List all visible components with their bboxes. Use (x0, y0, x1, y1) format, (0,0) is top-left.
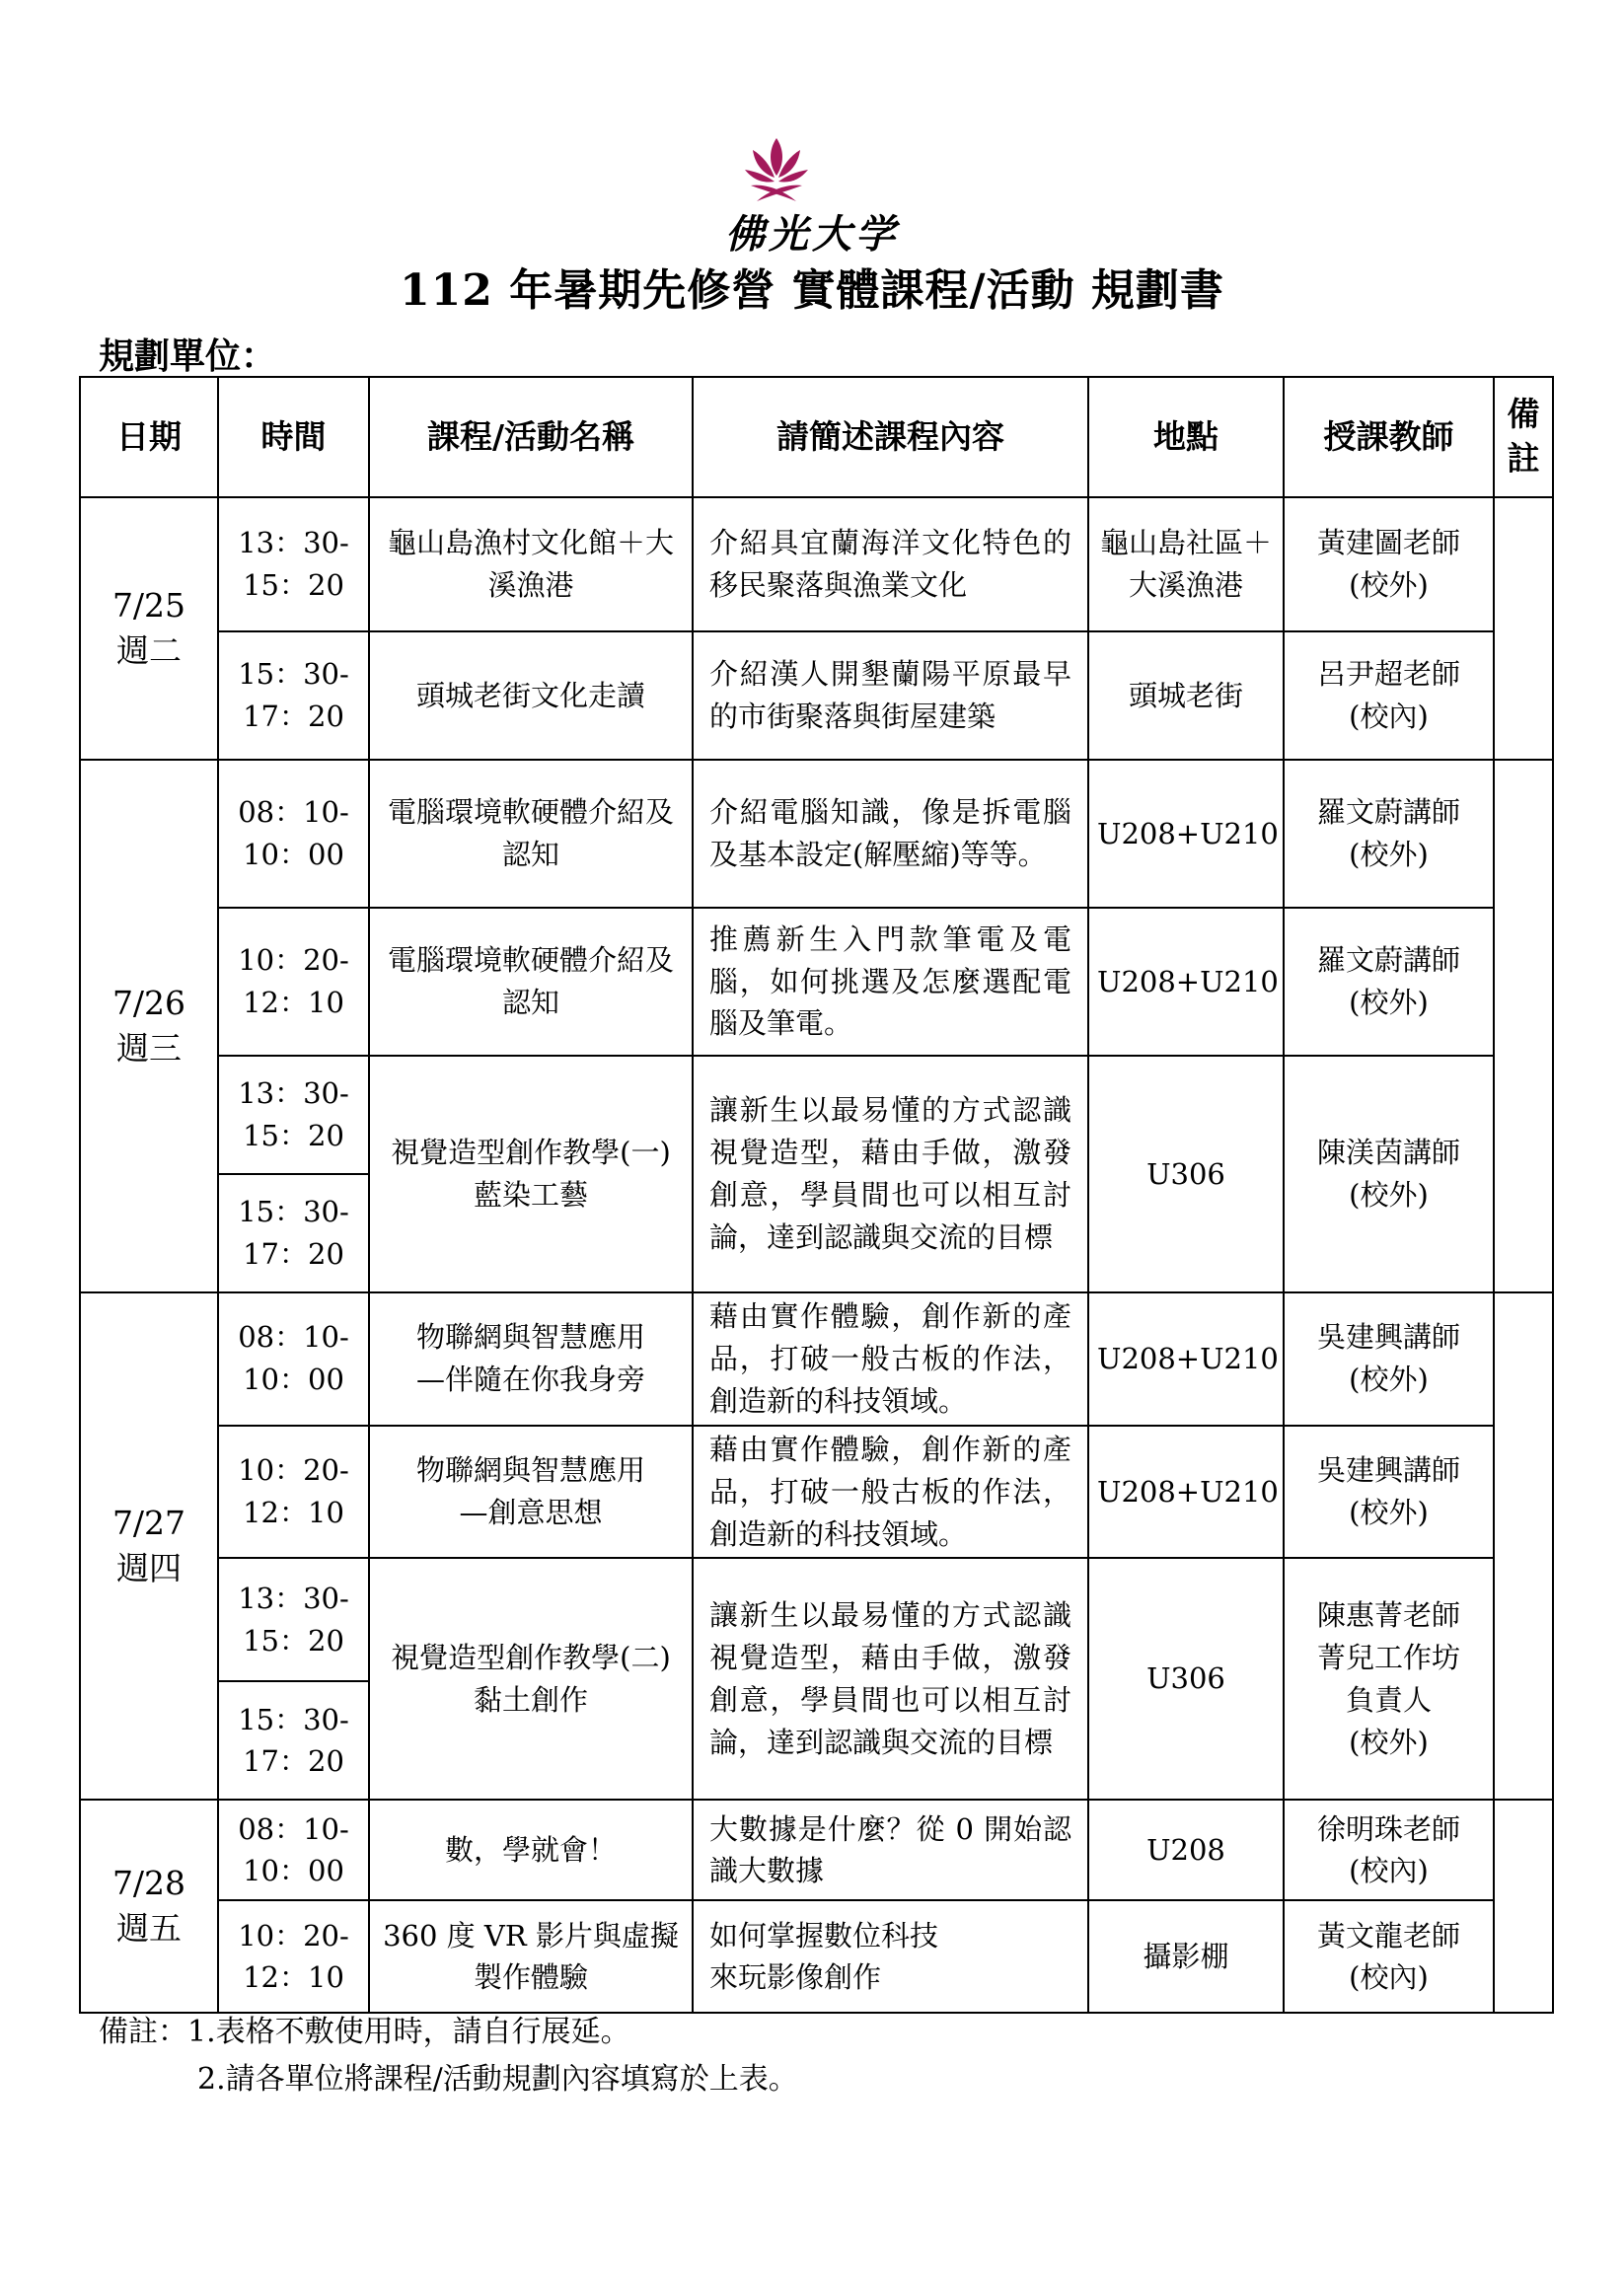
location-cell: U208+U210 (1088, 1292, 1284, 1426)
table-row (80, 1558, 1553, 1681)
teacher-cell: 黃文龍老師 (校內) (1284, 1900, 1494, 2013)
teacher-cell: 羅文蔚講師 (校外) (1284, 908, 1494, 1056)
column-header-time: 時間 (218, 377, 369, 497)
note-line: 備註：1.表格不敷使用時，請自行展延。 (99, 2015, 630, 2049)
time-cell: 13：30- 15：20 (218, 1056, 369, 1174)
time-cell: 15：30- 17：20 (218, 631, 369, 760)
column-header-teacher: 授課教師 (1284, 377, 1494, 497)
table-row (80, 1900, 1553, 2013)
time-cell: 08：10- 10：00 (218, 1800, 369, 1900)
activity-name-cell: 視覺造型創作教學(二) 黏土創作 (369, 1558, 693, 1800)
location-cell: U306 (1088, 1056, 1284, 1292)
activity-name-cell: 龜山島漁村文化館＋大溪漁港 (369, 497, 693, 631)
table-row (80, 1800, 1553, 1900)
teacher-cell: 黃建圖老師 (校外) (1284, 497, 1494, 631)
notes-section (99, 2009, 798, 2103)
content-cell: 介紹漢人開墾蘭陽平原最早的市街聚落與街屋建築 (693, 631, 1088, 760)
location-cell: U208+U210 (1088, 1426, 1284, 1559)
teacher-cell: 徐明珠老師 (校內) (1284, 1800, 1494, 1900)
content-cell: 讓新生以最易懂的方式認識視覺造型，藉由手做，激發創意，學員間也可以相互討論，達到認識與交流的目標 (693, 1056, 1088, 1292)
date-cell: 7/26 週三 (80, 760, 218, 1292)
table-row (80, 908, 1553, 1056)
remarks-cell (1494, 1292, 1553, 1800)
column-header-location: 地點 (1088, 377, 1284, 497)
content-cell: 介紹具宜蘭海洋文化特色的移民聚落與漁業文化 (693, 497, 1088, 631)
content-cell: 大數據是什麼？從 0 開始認識大數據 (693, 1800, 1088, 1900)
course-plan-table (79, 376, 1554, 2014)
activity-name-cell: 物聯網與智慧應用 —伴隨在你我身旁 (369, 1292, 693, 1426)
location-cell: 攝影棚 (1088, 1900, 1284, 2013)
activity-name-cell: 電腦環境軟硬體介紹及認知 (369, 908, 693, 1056)
note-line: 2.請各單位將課程/活動規劃內容填寫於上表。 (197, 2062, 798, 2097)
activity-name-cell: 物聯網與智慧應用 —創意思想 (369, 1426, 693, 1559)
teacher-cell: 羅文蔚講師 (校外) (1284, 760, 1494, 908)
content-cell: 介紹電腦知識，像是拆電腦及基本設定(解壓縮)等等。 (693, 760, 1088, 908)
location-cell: 頭城老街 (1088, 631, 1284, 760)
content-cell: 藉由實作體驗，創作新的產品，打破一般古板的作法，創造新的科技領域。 (693, 1426, 1088, 1559)
teacher-cell: 吳建興講師 (校外) (1284, 1426, 1494, 1559)
column-header-date: 日期 (80, 377, 218, 497)
content-cell: 推薦新生入門款筆電及電腦，如何挑選及怎麼選配電腦及筆電。 (693, 908, 1088, 1056)
content-cell: 如何掌握數位科技 來玩影像創作 (693, 1900, 1088, 2013)
column-header-content: 請簡述課程內容 (693, 377, 1088, 497)
teacher-cell: 陳渼茵講師 (校外) (1284, 1056, 1494, 1292)
location-cell: U306 (1088, 1558, 1284, 1800)
lotus-logo-icon (743, 136, 810, 205)
location-cell: U208+U210 (1088, 760, 1284, 908)
time-cell: 10：20- 12：10 (218, 1426, 369, 1559)
teacher-cell: 吳建興講師 (校外) (1284, 1292, 1494, 1426)
activity-name-cell: 數，學就會！ (369, 1800, 693, 1900)
remarks-cell (1494, 760, 1553, 1292)
activity-name-cell: 360 度 VR 影片與虛擬製作體驗 (369, 1900, 693, 2013)
time-cell: 15：30- 17：20 (218, 1174, 369, 1292)
table-row (80, 1292, 1553, 1426)
column-header-remarks: 備註 (1494, 377, 1553, 497)
table-row (80, 760, 1553, 908)
table-row (80, 1426, 1553, 1559)
table-row (80, 631, 1553, 760)
teacher-cell: 陳惠菁老師 菁兒工作坊 負責人 (校外) (1284, 1558, 1494, 1800)
table-header-row (80, 377, 1553, 497)
table-row (80, 497, 1553, 631)
planning-unit-label: 規劃單位： (99, 335, 277, 377)
teacher-cell: 呂尹超老師 (校內) (1284, 631, 1494, 760)
page-title: 112 年暑期先修營 實體課程/活動 規劃書 (400, 265, 1224, 316)
time-cell: 15：30- 17：20 (218, 1681, 369, 1800)
table-row (80, 1056, 1553, 1174)
activity-name-cell: 視覺造型創作教學(一)藍染工藝 (369, 1056, 693, 1292)
location-cell: 龜山島社區＋大溪漁港 (1088, 497, 1284, 631)
column-header-activity-name: 課程/活動名稱 (369, 377, 693, 497)
activity-name-cell: 電腦環境軟硬體介紹及認知 (369, 760, 693, 908)
time-cell: 08：10- 10：00 (218, 1292, 369, 1426)
university-name: 佛光大学 (725, 211, 899, 258)
location-cell: U208+U210 (1088, 908, 1284, 1056)
remarks-cell (1494, 497, 1553, 760)
activity-name-cell: 頭城老街文化走讀 (369, 631, 693, 760)
time-cell: 08：10- 10：00 (218, 760, 369, 908)
remarks-cell (1494, 1800, 1553, 2013)
time-cell: 10：20- 12：10 (218, 1900, 369, 2013)
time-cell: 13：30- 15：20 (218, 1558, 369, 1681)
date-cell: 7/28 週五 (80, 1800, 218, 2013)
content-cell: 藉由實作體驗，創作新的產品，打破一般古板的作法，創造新的科技領域。 (693, 1292, 1088, 1426)
time-cell: 10：20- 12：10 (218, 908, 369, 1056)
content-cell: 讓新生以最易懂的方式認識視覺造型，藉由手做，激發創意，學員間也可以相互討論，達到認識與交流的目標 (693, 1558, 1088, 1800)
location-cell: U208 (1088, 1800, 1284, 1900)
date-cell: 7/25 週二 (80, 497, 218, 760)
date-cell: 7/27 週四 (80, 1292, 218, 1800)
time-cell: 13：30- 15：20 (218, 497, 369, 631)
